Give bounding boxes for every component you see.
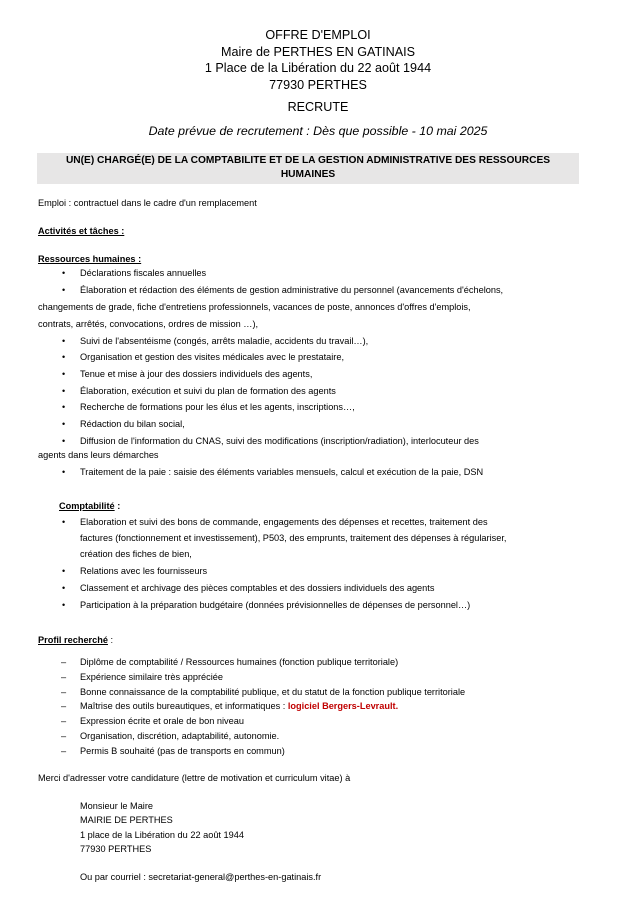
bullet-icon: • [62, 402, 66, 412]
list-item-continuation: contrats, arrêtés, convocations, ordres de mission …), [38, 319, 259, 329]
employer-name: Maire de PERTHES EN GATINAIS [220, 44, 416, 59]
recruitment-date: Date prévue de recrutement : Dès que possible - 10 mai 2025 [148, 124, 488, 138]
email-contact: Ou par courriel : secretariat-general@perthes-en-gatinais.fr [80, 872, 322, 882]
accounting-heading: Comptabilité : [59, 501, 121, 511]
list-item: Élaboration, exécution et suivi du plan de formation des agents [80, 386, 336, 396]
list-item: Déclarations fiscales annuelles [80, 268, 207, 278]
dash-icon: – [61, 672, 67, 682]
dash-icon: – [61, 731, 67, 741]
bullet-icon: • [62, 369, 66, 379]
offer-title: OFFRE D'EMPLOI [265, 28, 371, 42]
bullet-icon: • [62, 268, 66, 278]
employer-address: 1 Place de la Libération du 22 août 1944 [204, 61, 432, 75]
list-item: Elaboration et suivi des bons de commande, engagements des dépenses et recettes, traitement des [80, 517, 488, 527]
software-name: logiciel Bergers-Levrault. [287, 701, 399, 711]
employment-type: Emploi : contractuel dans le cadre d'un remplacement [38, 198, 257, 208]
letterhead [0, 27, 636, 93]
list-item: Maîtrise des outils bureautiques, et informatiques : logiciel Bergers-Levrault. [80, 701, 399, 711]
dash-icon: – [61, 716, 67, 726]
list-item: Diplôme de comptabilité / Ressources humaines (fonction publique territoriale) [80, 657, 399, 667]
recipient-title: Monsieur le Maire [80, 801, 154, 811]
bullet-icon: • [62, 386, 66, 396]
list-item-continuation: agents dans leurs démarches [38, 450, 159, 460]
recipient-street: 1 place de la Libération du 22 août 1944 [80, 830, 244, 840]
application-instructions: Merci d'adresser votre candidature (lettre de motivation et curriculum vitae) à [38, 773, 351, 783]
list-item: Permis B souhaité (pas de transports en commun) [80, 746, 285, 756]
hr-heading: Ressources humaines : [38, 254, 142, 264]
activities-heading: Activités et tâches : [38, 226, 125, 236]
list-item: Traitement de la paie : saisie des éléments variables mensuels, calcul et exécution de la paie, DSN [80, 467, 484, 477]
employer-postcode: 77930 PERTHES [269, 77, 367, 92]
list-item: Diffusion de l'information du CNAS, suivi des modifications (inscription/radiation), interlocuteur des [80, 436, 479, 446]
bullet-icon: • [62, 467, 66, 477]
recruits-label: RECRUTE [287, 100, 349, 114]
job-title-line2: HUMAINES [280, 169, 336, 180]
bullet-icon: • [62, 352, 66, 362]
bullet-icon: • [62, 600, 66, 610]
list-item: Tenue et mise à jour des dossiers individuels des agents, [80, 369, 313, 379]
bullet-icon: • [62, 436, 66, 446]
list-item: Expression écrite et orale de bon niveau [80, 716, 244, 726]
job-title-box [37, 153, 579, 184]
list-item: Suivi de l'absentéisme (congés, arrêts maladie, accidents du travail…), [80, 336, 369, 346]
list-item: Recherche de formations pour les élus et les agents, inscriptions…, [80, 402, 355, 412]
dash-icon: – [61, 701, 67, 711]
list-item: Classement et archivage des pièces comptables et des dossiers individuels des agents [80, 583, 435, 593]
dash-icon: – [61, 746, 67, 756]
bullet-icon: • [62, 583, 66, 593]
dash-icon: – [61, 687, 67, 697]
recipient-org: MAIRIE DE PERTHES [80, 815, 173, 825]
bullet-icon: • [62, 336, 66, 346]
job-title-line1: UN(E) CHARGÉ(E) DE LA COMPTABILITE ET DE LA GESTION ADMINISTRATIVE DES RESSOURCES [65, 155, 551, 166]
list-item-continuation: factures (fonctionnement et investissement), P503, des emprunts, traitement des dépenses à régulariser, [80, 533, 507, 543]
bullet-icon: • [62, 566, 66, 576]
list-item: Participation à la préparation budgétaire (données prévisionnelles de dépenses de personnel…) [80, 600, 471, 610]
bullet-icon: • [62, 419, 66, 429]
bullet-icon: • [62, 517, 66, 527]
dash-icon: – [61, 657, 67, 667]
recipient-city: 77930 PERTHES [80, 844, 152, 854]
bullet-icon: • [62, 285, 66, 295]
list-item: Organisation et gestion des visites médicales avec le prestataire, [80, 352, 345, 362]
list-item: Relations avec les fournisseurs [80, 566, 208, 576]
list-item: Organisation, discrétion, adaptabilité, autonomie. [80, 731, 280, 741]
profile-heading: Profil recherché : [38, 635, 114, 645]
list-item: Expérience similaire très appréciée [80, 672, 223, 682]
list-item: Bonne connaissance de la comptabilité publique, et du statut de la fonction publique territoriale [80, 687, 466, 697]
list-item: Rédaction du bilan social, [80, 419, 185, 429]
list-item: Élaboration et rédaction des éléments de gestion administrative du personnel (avancements d'échelons, [80, 285, 504, 295]
list-item-continuation: création des fiches de bien, [80, 549, 192, 559]
list-item-continuation: changements de grade, fiche d'entretiens professionnels, vacances de poste, annonces d'offres d'emplois, [38, 302, 471, 312]
